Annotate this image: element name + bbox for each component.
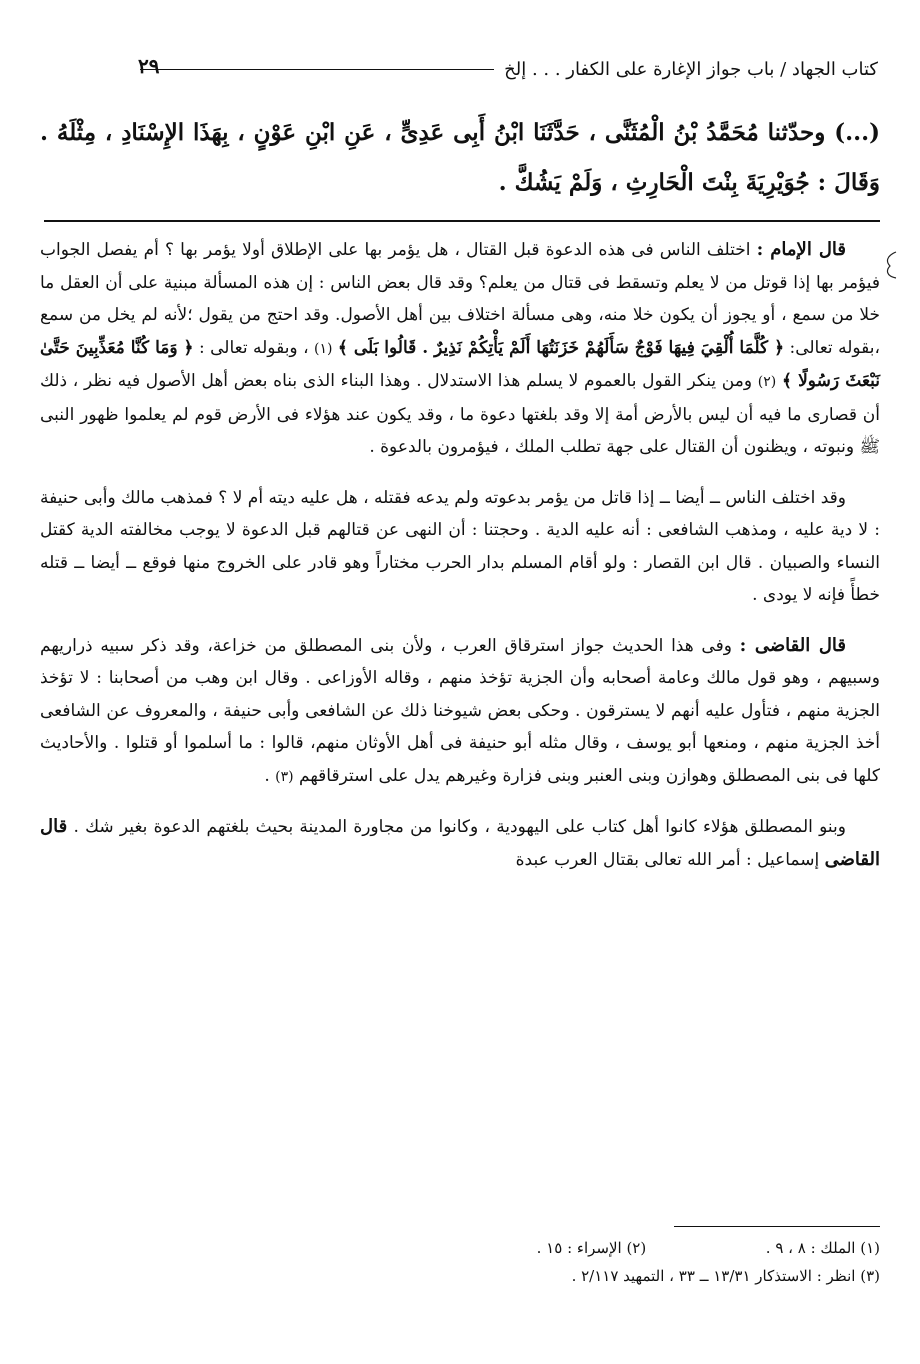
footnote-1: (١) الملك : ٨ ، ٩ . bbox=[765, 1239, 880, 1257]
page-number: ٢٩ bbox=[138, 54, 160, 78]
footnote-line bbox=[40, 1234, 880, 1262]
speaker-label: قال القاضى bbox=[40, 816, 880, 870]
commentary-paragraph bbox=[40, 811, 880, 876]
commentary-paragraph bbox=[40, 482, 880, 612]
footnote-3: (٣) انظر : الاستذكار ١٣/٣١ ــ ٣٣ ، التمهيد ٢/١١٧ . bbox=[571, 1267, 880, 1285]
footnote-line bbox=[40, 1262, 880, 1290]
paragraph-text: وفى هذا الحديث جواز استرقاق العرب ، ولأن بنى المصطلق من خزاعة، وقد ذكر سبيه ذراريهم وسبيهم ، وهو قول مالك وعامة أصحابه وأن الجزية تؤخذ منهم ، وقاله الأوزاعى . وقال ابن وهب من أصحابنا : لا تؤخذ الجزية منهم ، فتأول عليه أنهم لا يسترقون . وحكى بعض شيوخنا ذلك عن الشافعى وأبى حنيفة ، والمعروف عن الشافعى أخذ الجزية منهم ، ومنعها أبو يوسف ، وقال مثله أبو حنيفة فى أهل الأوثان منهم، قالوا : ما أسلموا أو قتلوا . والأحاديث كلها فى بنى المصطلق وهوازن وبنى العنبر وبنى فزارة وغيرهم يدل على استرقاقهم bbox=[40, 635, 880, 786]
commentary bbox=[40, 234, 880, 894]
paragraph-text: وبنو المصطلق هؤلاء كانوا أهل كتاب على اليهودية ، وكانوا من مجاورة المدينة بحيث بلغتهم الدعوة بغير شك . bbox=[73, 817, 846, 837]
quran-verse: ﴿ كُلَّمَا أُلْقِيَ فِيهَا فَوْجٌ سَأَلَهُمْ خَزَنَتُهَا أَلَمْ يَأْتِكُمْ نَذِيرٌ . قَالُوا بَلَى ﴾ bbox=[337, 337, 785, 358]
footnote-rule bbox=[674, 1226, 880, 1227]
quran-verse: ﴿ وَمَا كُنَّا مُعَذِّبِينَ حَتَّىٰ نَبْعَثَ رَسُولًا ﴾ bbox=[40, 337, 881, 391]
running-title: كتاب الجهاد / باب جواز الإغارة على الكفار . . . إلخ bbox=[504, 58, 878, 80]
paragraph-text: ، وبقوله تعالى : bbox=[198, 337, 309, 358]
paragraph-text: إسماعيل : أمر الله تعالى بقتال العرب عبدة bbox=[515, 849, 820, 870]
hadith-text: (...) وحدّثنا مُحَمَّدُ بْنُ الْمُثَنَّى ، حَدَّثَنَا ابْنُ أَبِى عَدِىٍّ ، عَنِ ابْنِ عَوْنٍ ، بِهَذَا الإِسْنَادِ ، مِثْلَهُ . وَقَالَ : جُوَيْرِيَةَ بِنْتَ الْحَارِثِ ، وَلَمْ يَشُكَّ . bbox=[40, 119, 880, 196]
separator-rule bbox=[44, 220, 880, 222]
speaker-label: قال القاضى : bbox=[739, 634, 847, 656]
footnote-ref: (٢) bbox=[757, 374, 777, 390]
margin-bracket-mark bbox=[884, 250, 898, 280]
paragraph-text: اختلف الناس فى هذه الدعوة قبل القتال ، هل يؤمر بها على الإطلاق أولا يؤمر بها ؟ أم يفصل الجواب فيؤمر بها إذا قوتل من لا يعلم وتسقط فى قتال من يعلم؟ وقد قال بعض الناس : إن هذه المسألة مبنية على أن العقل ما خلا من سمع ، أو يجوز أن يكون خلا منه، وهى مسألة اختلاف بين أهل الأصول. وقد احتج من يقول ؛لأنه لم يخل من سمع ،بقوله تعالى: bbox=[40, 240, 880, 358]
speaker-label: قال الإمام : bbox=[756, 239, 846, 260]
footnotes bbox=[40, 1234, 880, 1290]
paragraph-text: وقد اختلف الناس ــ أيضا ــ إذا قاتل من يؤمر بدعوته ولم يدعه فقتله ، هل عليه ديته أم لا ؟ فمذهب مالك وأبى حنيفة : لا دية عليه ، ومذهب الشافعى : أنه عليه الدية . وحجتنا : أن النهى عن قتالهم قبل الدعوة لا يوجب مخالفته الدية كقتل النساء والصبيان . قال ابن القصار : ولو أقام المسلم بدار الحرب مختاراً وهو قادر على الخروج منها فوقع ــ أيضا ــ قتله خطأً فإنه لا يودى . bbox=[40, 487, 880, 605]
footnote-ref: (٣) bbox=[275, 768, 294, 785]
commentary-paragraph bbox=[40, 630, 880, 794]
paragraph-text: ومن ينكر القول بالعموم لا يسلم هذا الاستدلال . وهذا البناء الذى بناه بعض أهل الأصول فيه نظر ، ذلك أن قصارى ما فيه أن ليس بالأرض أمة إلا وقد بلغتها دعوة ما ، وقد يكون عند هؤلاء فى الأرض قوم لم يعلموا ظهور النبى ﷺ ونبوته ، ويظنون أن القتال على جهة تطلب الملك ، فيؤمرون بالدعوة . bbox=[40, 371, 880, 457]
footnote-2: (٢) الإسراء : ١٥ . bbox=[536, 1239, 647, 1257]
commentary-paragraph bbox=[40, 234, 880, 464]
footnote-ref: (١) bbox=[314, 340, 333, 357]
header-rule bbox=[140, 69, 494, 70]
paragraph-text: . bbox=[264, 765, 270, 786]
running-header bbox=[130, 52, 878, 86]
